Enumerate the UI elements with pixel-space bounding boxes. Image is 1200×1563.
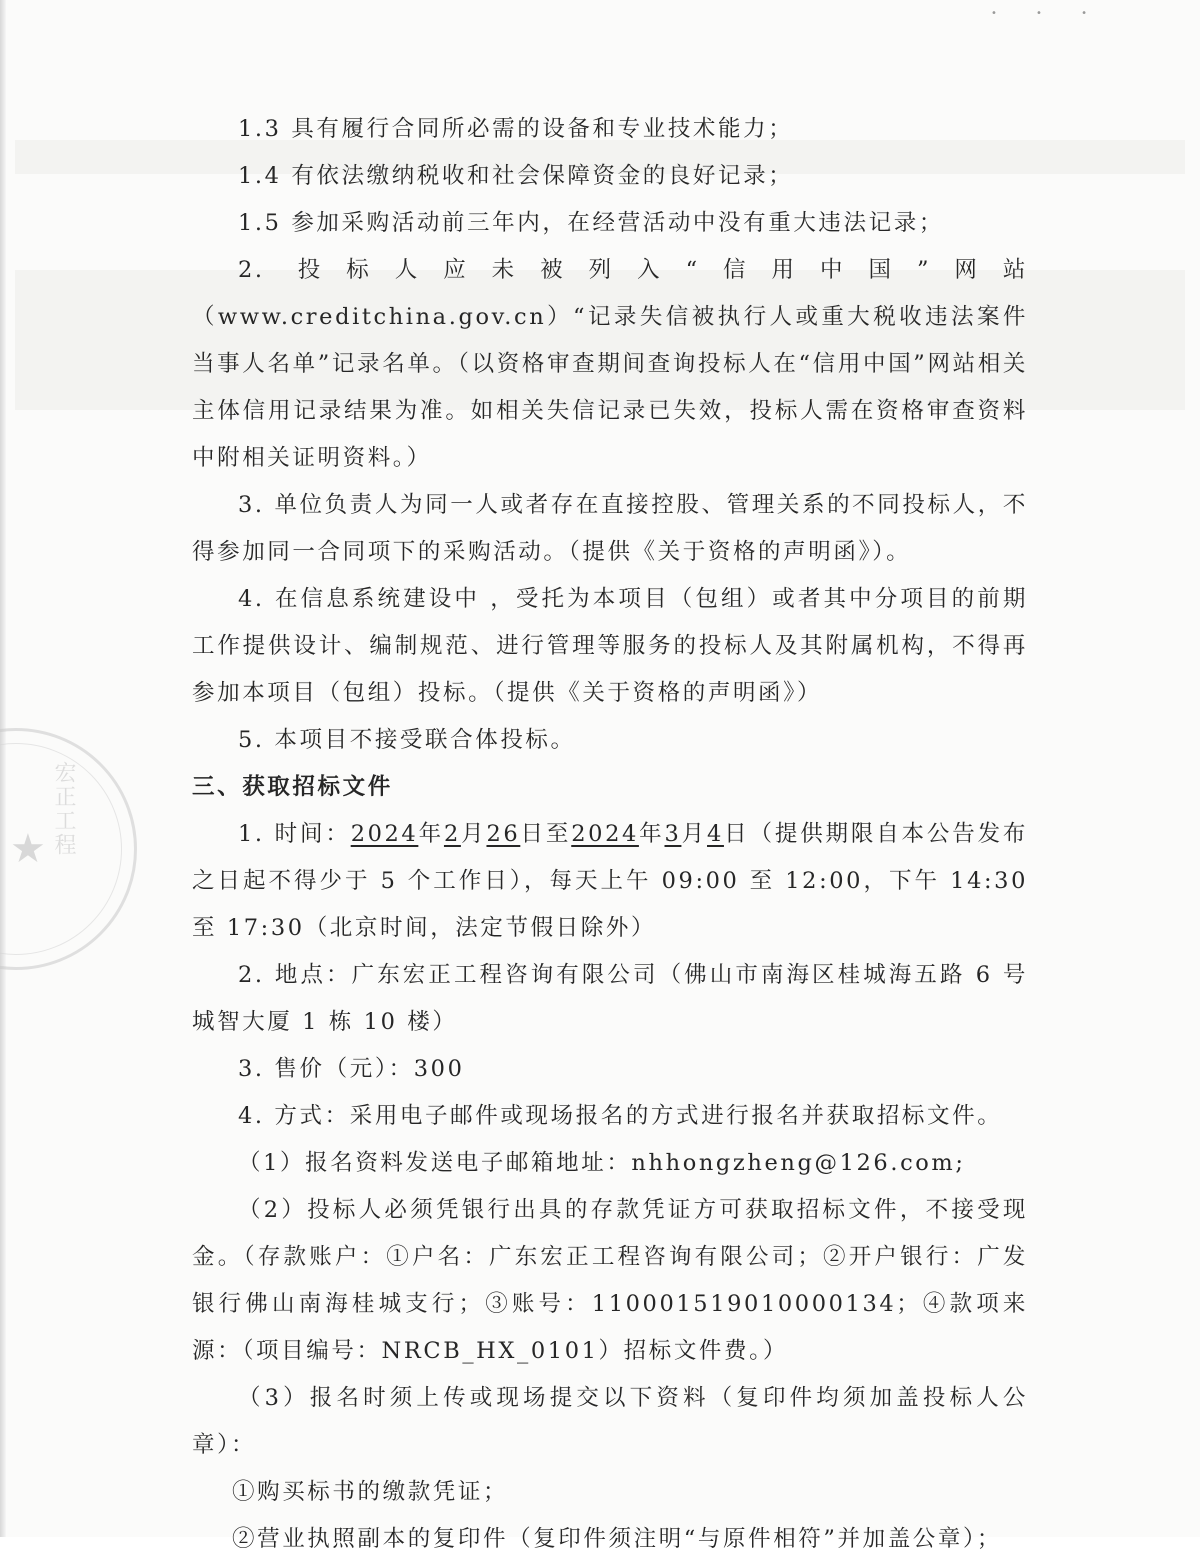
start-year: 2024	[350, 821, 419, 847]
nian-label: 年	[638, 821, 665, 847]
yue-label: 月	[681, 821, 708, 847]
acquisition-time	[192, 811, 1028, 952]
yue-label: 月	[460, 821, 487, 847]
document-body	[192, 106, 1028, 1563]
bank-deposit-instruction: （2）投标人必须凭银行出具的存款凭证方可获取招标文件，不接受现金。（存款账户：①户名：广东宏正工程咨询有限公司；②开户银行：广发银行佛山南海桂城支行；③账号：110001519010000134；④款项来源：（项目编号：NRCB_HX_0101）招标文件费。）	[192, 1197, 1028, 1364]
time-rest: 日（提供期限自本公告发布之日起不得少于 5 个工作日），每天上午 09:00 至 12:00，下午 14:30 至 17:30（北京时间，法定节假日除外）	[192, 821, 1029, 941]
end-month: 3	[664, 821, 682, 847]
required-materials: （3）报名时须上传或现场提交以下资料（复印件均须加盖投标人公章）：	[192, 1385, 1028, 1458]
email-instruction: （1）报名资料发送电子邮箱地址：nhhongzheng@126.com;	[238, 1150, 966, 1176]
requirement-4: 4. 在信息系统建设中 ，受托为本项目（包组）或者其中分项目的前期工作提供设计、编制规范、进行管理等服务的投标人及其附属机构，不得再参加本项目（包组）投标。（提供《关于资格的声明函》）	[192, 586, 1028, 706]
time-prefix: 1. 时间：	[238, 821, 351, 847]
requirement-1-3: 1.3 具有履行合同所必需的设备和专业技术能力；	[238, 116, 794, 142]
end-day: 4	[707, 821, 724, 847]
end-year: 2024	[571, 821, 639, 847]
requirement-3: 3. 单位负责人为同一人或者存在直接控股、管理关系的不同投标人，不得参加同一合同项下的采购活动。（提供《关于资格的声明函》）。	[192, 492, 1028, 565]
seal-text: 宏正工程	[51, 761, 76, 857]
material-item-1: ①购买标书的缴款凭证；	[232, 1479, 509, 1505]
ri-zhi-label: 日至	[520, 821, 572, 847]
requirement-5: 5. 本项目不接受联合体投标。	[238, 727, 576, 753]
start-month: 2	[443, 821, 461, 847]
acquisition-place: 2. 地点：广东宏正工程咨询有限公司（佛山市南海区桂城海五路 6 号城智大厦 1 栋 10 楼）	[192, 962, 1028, 1035]
scan-dots: • • •	[990, 8, 1105, 19]
seal-star-icon: ★	[10, 826, 46, 872]
start-day: 26	[486, 821, 521, 847]
acquisition-method: 4. 方式：采用电子邮件或现场报名的方式进行报名并获取招标文件。	[238, 1103, 1003, 1129]
requirement-2-credit-china: 2. 投标人应未被列入“信用中国”网站（www.creditchina.gov.cn）“记录失信被执行人或重大税收违法案件当事人名单”记录名单。（以资格审查期间查询投标人在“信用中国”网站相关主体信用记录结果为准。如相关失信记录已失效，投标人需在资格审查资料中附相关证明资料。）	[192, 257, 1028, 471]
nian-label: 年	[418, 821, 444, 847]
material-item-2: ②营业执照副本的复印件（复印件须注明“与原件相符”并加盖公章）；	[232, 1526, 1002, 1552]
requirement-1-5: 1.5 参加采购活动前三年内，在经营活动中没有重大违法记录；	[238, 210, 944, 236]
company-seal-stamp	[0, 728, 137, 970]
section-heading: 三、获取招标文件	[192, 774, 393, 800]
document-price: 3. 售价（元）：300	[238, 1056, 465, 1082]
requirement-1-4: 1.4 有依法缴纳税收和社会保障资金的良好记录；	[238, 163, 794, 189]
